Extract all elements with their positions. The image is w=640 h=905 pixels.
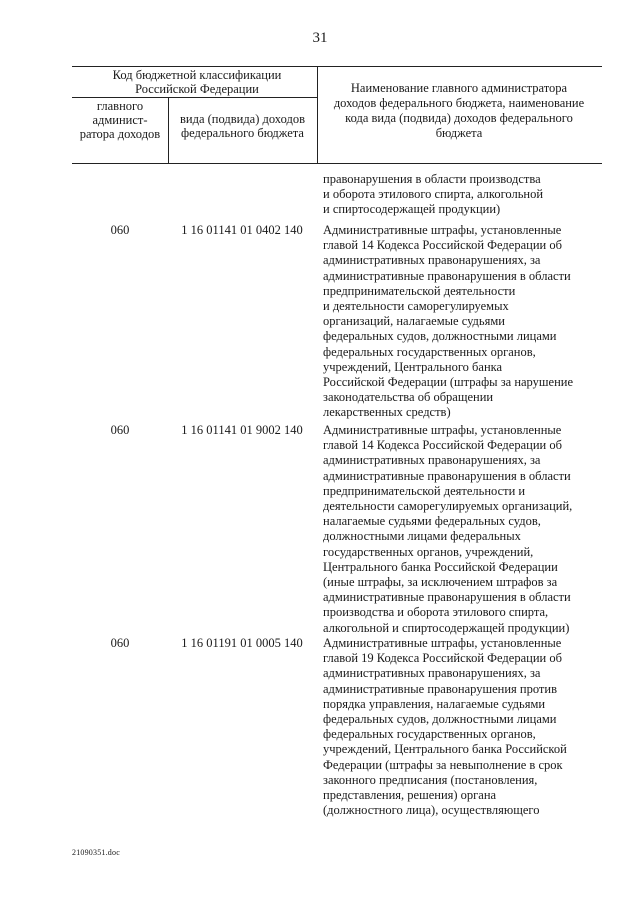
text-line: федеральных судов, должностными лицами [323, 329, 557, 344]
text-line: федеральных государственных органов, [323, 727, 536, 742]
text-line: налагаемые судьями федеральных судов, [323, 514, 541, 529]
text-line: предпринимательской деятельности [323, 283, 516, 298]
text-line: административные правонарушения в области [323, 590, 571, 605]
row-3-admin-code: 060 [110, 636, 130, 650]
text-line: учреждений, Центрального банка Российской [323, 742, 567, 757]
continuation-text [323, 172, 605, 218]
text-line: представления, решения) органа [323, 788, 497, 803]
row-2-description [323, 423, 605, 636]
text-line: (иные штрафы, за исключением штрафов за [323, 575, 558, 590]
text-line: и оборота этилового спирта, алкогольной [323, 187, 544, 202]
text-line: правонарушения в области производства [323, 172, 541, 186]
text-line: федеральных государственных органов, [323, 344, 536, 359]
text-line: административные правонарушения против [323, 681, 557, 696]
header-kbk-title: Код бюджетной классификации Российской Федерации [112, 68, 282, 96]
page-number: 31 [312, 30, 328, 46]
row-2-admin-code: 060 [110, 423, 130, 437]
row-3-description [323, 636, 605, 818]
header-divider-name [317, 67, 318, 163]
text-line: главой 19 Кодекса Российской Федерации об [323, 651, 562, 666]
table-header [72, 66, 602, 164]
text-line: предпринимательской деятельности и [323, 483, 526, 498]
row-1-admin-code: 060 [110, 223, 130, 237]
text-line: Федерации (штрафы за невыполнение в срок [323, 757, 563, 772]
text-line: главой 14 Кодекса Российской Федерации об [323, 438, 562, 453]
text-line: административных правонарушениях, за [323, 666, 541, 681]
text-line: административные правонарушения в области [323, 468, 571, 483]
text-line: и спиртосодержащей продукции) [323, 202, 501, 217]
text-line: учреждений, Центрального банка [323, 359, 503, 374]
text-line: главой 14 Кодекса Российской Федерации об [323, 238, 562, 253]
text-line: Российской Федерации (штрафы за нарушение [323, 375, 573, 390]
document-filename: 21090351.doc [72, 848, 120, 857]
text-line: административных правонарушениях, за [323, 253, 541, 268]
row-2-kbk-code: 1 16 01141 01 9002 140 [181, 423, 303, 437]
header-name-col: Наименование главного администратора доходов федерального бюджета, наименование кода вида (подвида) доходов федерального бюджета [333, 81, 585, 140]
text-line: производства и оборота этилового спирта, [323, 605, 549, 620]
row-3-kbk-code: 1 16 01191 01 0005 140 [181, 636, 303, 650]
header-admin-col: главного админист-ратора доходов [79, 99, 161, 141]
text-line: Административные штрафы, установленные [323, 636, 562, 650]
text-line: алкогольной и спиртосодержащей продукции) [323, 620, 570, 635]
text-line: (должностного лица), осуществляющего [323, 803, 540, 818]
text-line: Административные штрафы, установленные [323, 223, 562, 237]
text-line: государственных органов, учреждений, [323, 544, 534, 559]
text-line: федеральных судов, должностными лицами [323, 712, 557, 727]
text-line: административных правонарушениях, за [323, 453, 541, 468]
text-line: лекарственных средств) [323, 405, 451, 420]
text-line: должностными лицами федеральных [323, 529, 521, 544]
text-line: Центрального банка Российской Федерации [323, 559, 558, 574]
text-line: порядка управления, налагаемые судьями [323, 696, 546, 711]
header-divider-subcols [72, 97, 317, 98]
text-line: законного предписания (постановления, [323, 772, 538, 787]
text-line: деятельности саморегулируемых организаций, [323, 499, 573, 514]
row-1-description [323, 223, 605, 421]
header-divider-admin [168, 97, 169, 163]
text-line: законодательства об обращении [323, 390, 494, 405]
text-line: организаций, налагаемые судьями [323, 314, 505, 329]
header-kbk-col: вида (подвида) доходов федерального бюджета [180, 112, 305, 140]
text-line: и деятельности саморегулируемых [323, 299, 509, 314]
text-line: административные правонарушения в области [323, 268, 571, 283]
text-line: Административные штрафы, установленные [323, 423, 562, 437]
row-1-kbk-code: 1 16 01141 01 0402 140 [181, 223, 303, 237]
